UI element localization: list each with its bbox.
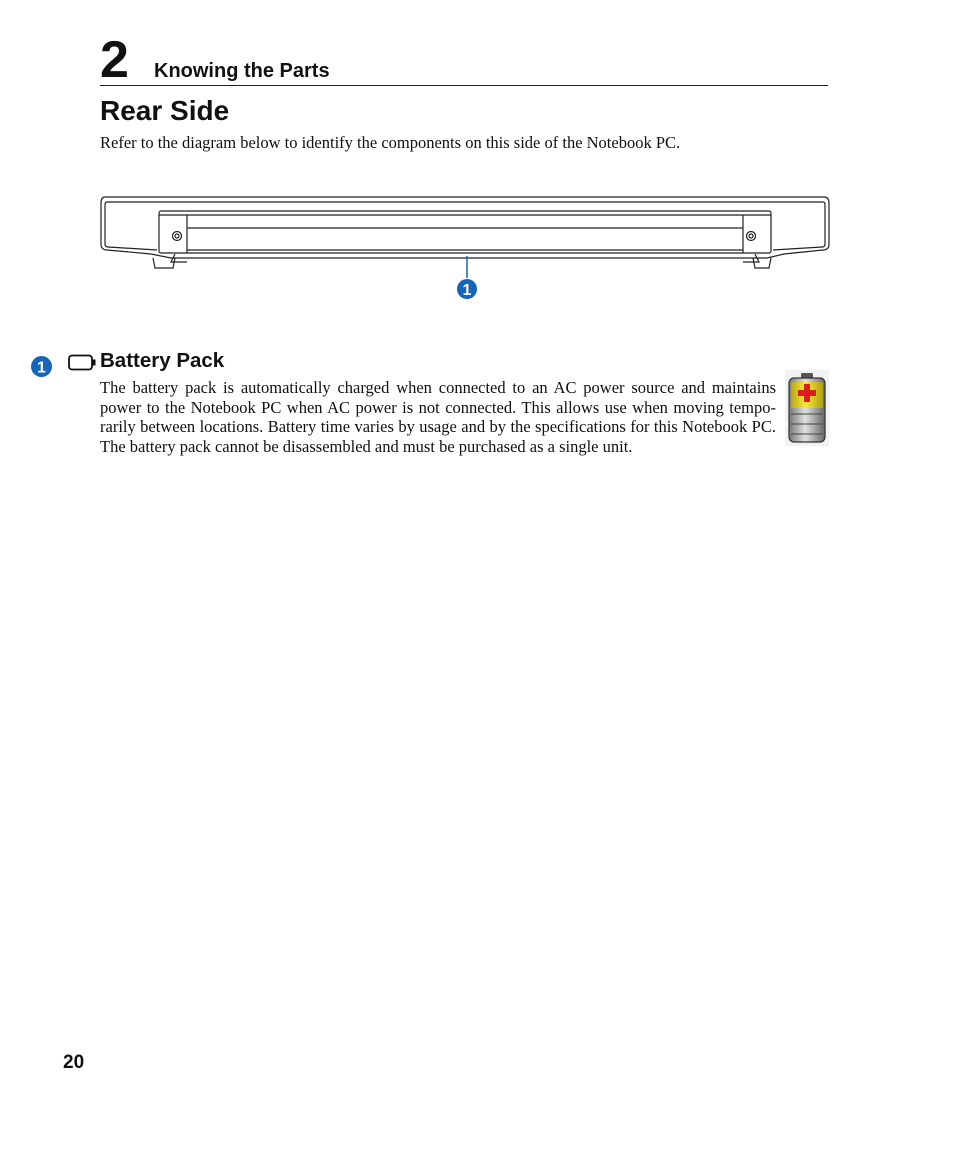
item-number-badge (30, 355, 53, 378)
battery-icon (68, 354, 96, 371)
right-screw-icon (747, 232, 756, 241)
right-foot (753, 258, 771, 268)
rear-side-diagram (99, 192, 831, 302)
callout-label: 1 (462, 282, 472, 299)
battery-pack-outline (159, 211, 771, 253)
page-number: 20 (63, 1052, 85, 1073)
left-screw-icon (173, 232, 182, 241)
chapter-title: Knowing the Parts (154, 60, 330, 82)
section-title: Rear Side (100, 95, 230, 126)
chapter-header (100, 30, 828, 89)
item-number: 1 (37, 359, 46, 377)
chapter-number: 2 (100, 31, 129, 89)
battery-picture-icon (783, 370, 831, 446)
notebook-rear-inner-outline (105, 202, 825, 250)
item-title: Battery Pack (100, 349, 225, 372)
item-description: The battery pack is automatically charged when connected to an AC power source and maintains power to the Notebook PC when AC power is not connected. This allows use when moving tempo-rarily between locations. Battery time varies by usage and by the specifications for this Notebook PC. The battery pack cannot be disassembled and must be purchased as a single unit. (100, 378, 776, 456)
section-intro: Refer to the diagram below to identify the components on this side of the Notebook PC. (100, 133, 681, 152)
